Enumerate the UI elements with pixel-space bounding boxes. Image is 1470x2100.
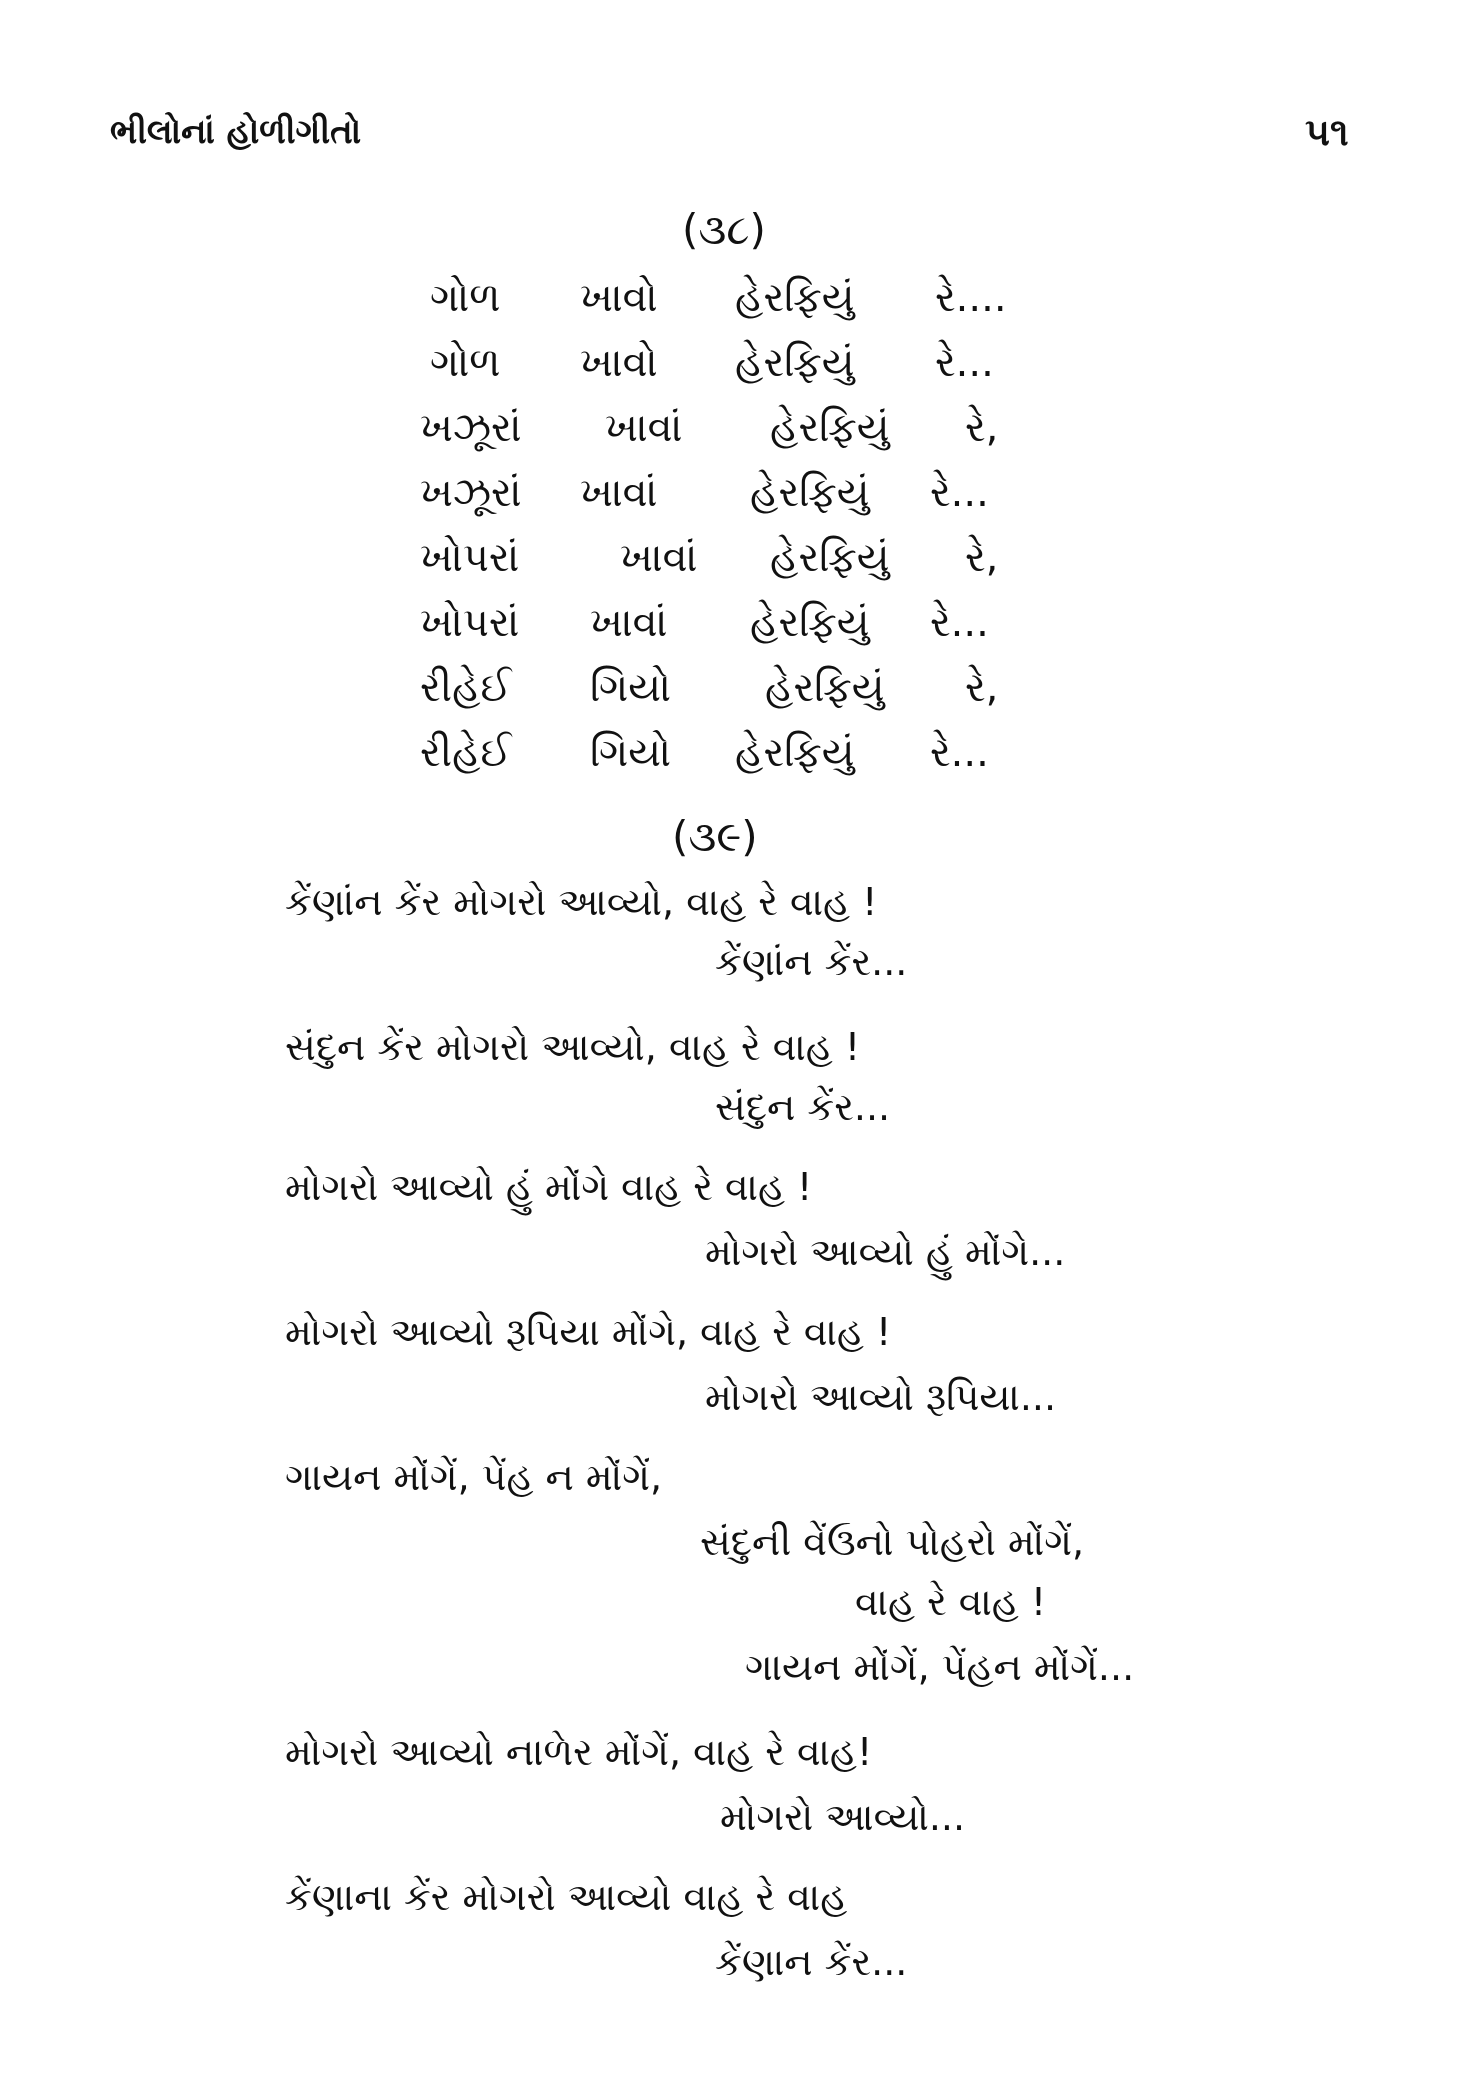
verse-line <box>0 470 1470 530</box>
verse-line <box>0 730 1470 790</box>
verse-line: કેંણાના કેંર મોગરો આવ્યો વાહ રે વાહ <box>285 1875 848 1919</box>
verse-word: ખઝૂરાં <box>420 470 522 516</box>
verse-line: કેંણાંન કેંર મોગરો આવ્યો, વાહ રે વાહ ! <box>285 880 878 924</box>
verse-line: ગાયન મોંગેં, પેંહ ન મોંગેં, <box>285 1455 663 1499</box>
verse-line: મોગરો આવ્યો હું મોંગે વાહ રે વાહ ! <box>285 1165 813 1209</box>
page-number: ૫૧ <box>1305 110 1349 154</box>
verse-word: હેરફિયું <box>765 665 885 711</box>
verse-word: હેરફિયું <box>735 275 855 321</box>
verse-word: ખઝૂરાં <box>420 405 522 451</box>
verse-line: સંદુન કેંર મોગરો આવ્યો, વાહ રે વાહ ! <box>285 1025 861 1069</box>
refrain-line: કેંણાંન કેંર... <box>715 940 908 984</box>
verse-word: હેરફિયું <box>750 600 870 646</box>
verse-word: હેરફિયું <box>770 405 890 451</box>
verse-word: રે, <box>965 405 999 451</box>
verse-word: ખાવાં <box>605 405 683 451</box>
verse-line <box>0 665 1470 725</box>
verse-word: હેરફિયું <box>750 470 870 516</box>
verse-line <box>0 340 1470 400</box>
verse-word: ખોપરાં <box>420 535 520 581</box>
refrain-line: ગાયન મોંગેં, પેંહન મોંગેં... <box>745 1645 1135 1689</box>
verse-line: સંદુની વેંઉનો પોહરો મોંગેં, <box>700 1520 1085 1564</box>
verse-word: રે, <box>965 665 999 711</box>
verse-word: રે.... <box>935 275 1007 321</box>
verse-word: ખાવો <box>580 340 658 386</box>
verse-word: ખાવાં <box>620 535 698 581</box>
verse-word: રે... <box>930 470 989 516</box>
verse-word: રીહેઈ <box>420 730 512 776</box>
refrain-line: મોગરો આવ્યો હું મોંગે... <box>705 1230 1066 1274</box>
running-head: ભીલોનાં હોળીગીતો <box>110 112 362 152</box>
verse-line <box>0 600 1470 660</box>
verse-line <box>0 405 1470 465</box>
verse-word: ખાવાં <box>580 470 658 516</box>
verse-line: વાહ રે વાહ ! <box>855 1580 1047 1624</box>
verse-word: ગિયો <box>590 730 671 776</box>
refrain-line: કેંણાન કેંર... <box>715 1940 908 1984</box>
song-number: (૩૯) <box>672 812 758 861</box>
refrain-line: સંદુન કેંર... <box>715 1085 891 1129</box>
verse-word: હેરફિયું <box>735 340 855 386</box>
verse-word: રે... <box>930 730 989 776</box>
song-number: (૩૮) <box>682 205 766 254</box>
verse-line: મોગરો આવ્યો રૂપિયા મોંગે, વાહ રે વાહ ! <box>285 1310 892 1354</box>
verse-word: રે... <box>935 340 994 386</box>
verse-word: રીહેઈ <box>420 665 512 711</box>
verse-word: હેરફિયું <box>735 730 855 776</box>
refrain-line: મોગરો આવ્યો રૂપિયા... <box>705 1375 1057 1419</box>
verse-line <box>0 535 1470 595</box>
verse-line: મોગરો આવ્યો નાળેર મોંગેં, વાહ રે વાહ! <box>285 1730 873 1774</box>
verse-word: હેરફિયું <box>770 535 890 581</box>
verse-word: ગોળ <box>430 340 501 386</box>
verse-word: ગિયો <box>590 665 671 711</box>
verse-word: ખાવાં <box>590 600 668 646</box>
refrain-line: મોગરો આવ્યો... <box>720 1795 966 1839</box>
verse-word: રે... <box>930 600 989 646</box>
verse-word: ખોપરાં <box>420 600 520 646</box>
verse-line <box>0 275 1470 335</box>
verse-word: રે, <box>965 535 999 581</box>
verse-word: ગોળ <box>430 275 501 321</box>
verse-word: ખાવો <box>580 275 658 321</box>
